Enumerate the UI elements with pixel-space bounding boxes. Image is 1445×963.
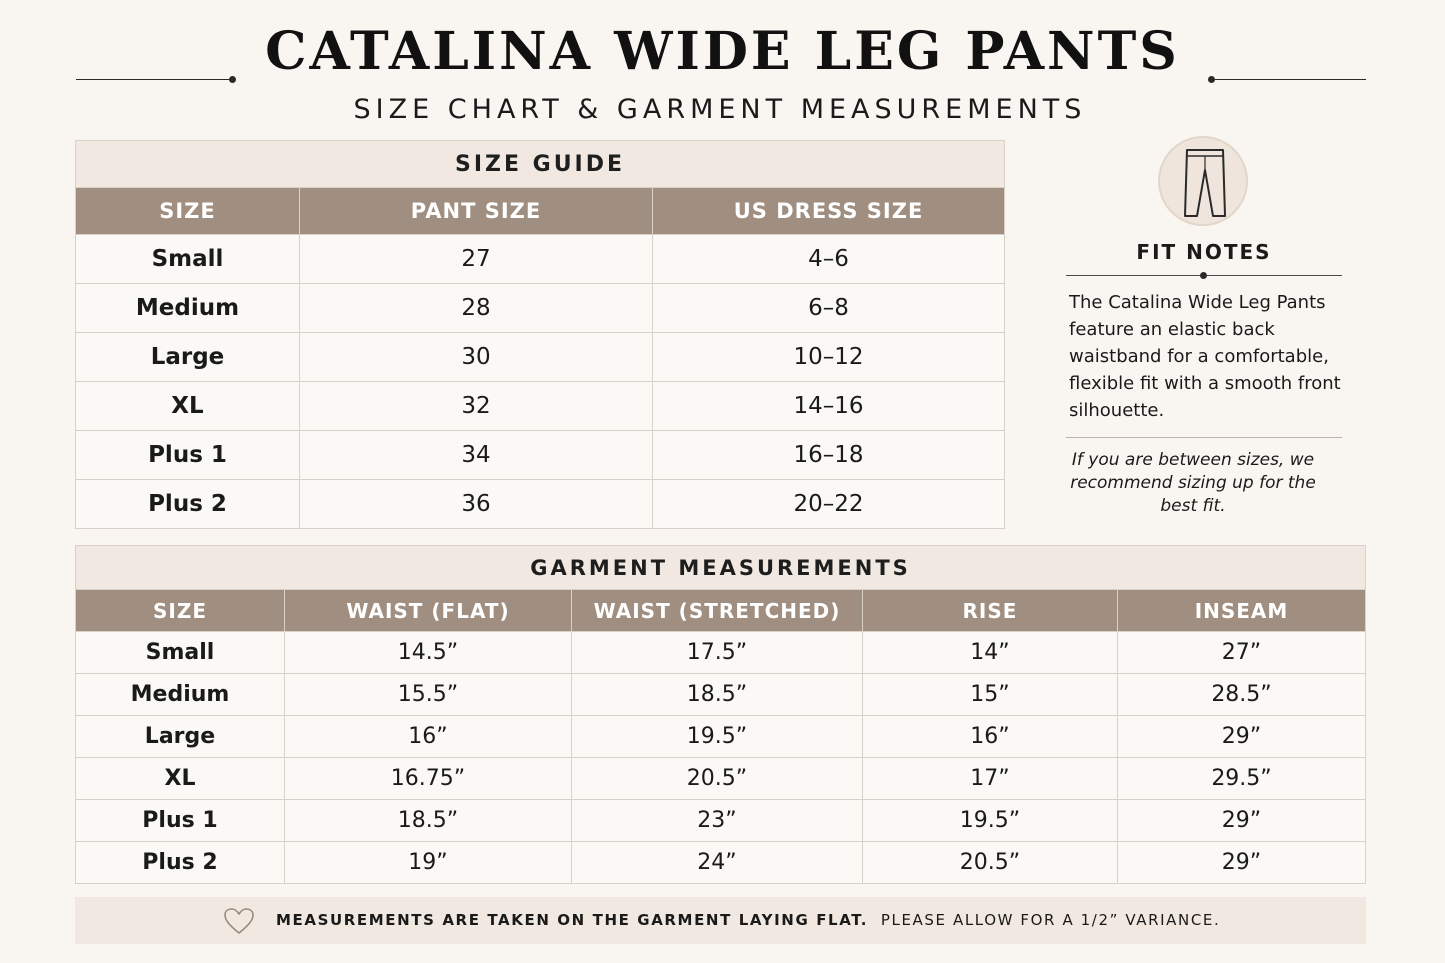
- us-dress-size-cell: 14–16: [653, 382, 1005, 431]
- garment-header-rise: RISE: [863, 590, 1118, 632]
- rise-cell: 17”: [863, 758, 1118, 800]
- size-cell: Plus 1: [76, 431, 300, 480]
- waist-stretched-cell: 24”: [572, 842, 863, 884]
- fit-notes-tip: If you are between sizes, we recommend sizing up for the best fit.: [1070, 450, 1316, 516]
- inseam-cell: 27”: [1118, 632, 1366, 674]
- waist-stretched-cell: 18.5”: [572, 674, 863, 716]
- inseam-cell: 29”: [1118, 800, 1366, 842]
- title-dot-right: [1208, 76, 1215, 83]
- inseam-cell: 29”: [1118, 842, 1366, 884]
- size-guide-header-us-dress-size: US DRESS SIZE: [653, 188, 1005, 235]
- size-cell: Plus 1: [76, 800, 285, 842]
- size-cell: Medium: [76, 674, 285, 716]
- table-row: [76, 716, 1366, 758]
- garment-measurements-table: [75, 545, 1366, 884]
- waist-flat-cell: 18.5”: [285, 800, 572, 842]
- table-row: [76, 235, 1005, 284]
- garment-header-waist-stretched: WAIST (STRETCHED): [572, 590, 863, 632]
- title-rule-right: [1212, 79, 1366, 80]
- table-row: [76, 800, 1366, 842]
- size-cell: XL: [76, 758, 285, 800]
- table-row: [76, 842, 1366, 884]
- rise-cell: 16”: [863, 716, 1118, 758]
- inseam-cell: 29.5”: [1118, 758, 1366, 800]
- us-dress-size-cell: 6–8: [653, 284, 1005, 333]
- fit-notes-rule-dot: [1200, 272, 1207, 279]
- waist-flat-cell: 16.75”: [285, 758, 572, 800]
- size-guide-table: [75, 140, 1005, 529]
- footer-variance-note: PLEASE ALLOW FOR A 1/2” VARIANCE.: [880, 911, 1221, 929]
- footer-note: [75, 897, 1366, 944]
- size-guide-header-pant-size: PANT SIZE: [300, 188, 653, 235]
- table-row: [76, 382, 1005, 431]
- size-cell: Large: [76, 333, 300, 382]
- fit-notes-divider: [1066, 437, 1342, 438]
- garment-measurements-caption: GARMENT MEASUREMENTS: [76, 546, 1366, 590]
- waist-flat-cell: 15.5”: [285, 674, 572, 716]
- us-dress-size-cell: 16–18: [653, 431, 1005, 480]
- size-cell: Small: [76, 632, 285, 674]
- inseam-cell: 29”: [1118, 716, 1366, 758]
- us-dress-size-cell: 20–22: [653, 480, 1005, 529]
- table-row: [76, 674, 1366, 716]
- size-cell: Small: [76, 235, 300, 284]
- rise-cell: 19.5”: [863, 800, 1118, 842]
- footer-measurement-note: MEASUREMENTS ARE TAKEN ON THE GARMENT LAYING FLAT.: [276, 911, 869, 929]
- title-dot-left: [229, 76, 236, 83]
- table-row: [76, 333, 1005, 382]
- table-row: [76, 431, 1005, 480]
- waist-flat-cell: 16”: [285, 716, 572, 758]
- table-row: [76, 632, 1366, 674]
- waist-flat-cell: 14.5”: [285, 632, 572, 674]
- table-row: [76, 480, 1005, 529]
- garment-header-inseam: INSEAM: [1118, 590, 1366, 632]
- size-guide-caption: SIZE GUIDE: [76, 141, 1005, 188]
- waist-stretched-cell: 20.5”: [572, 758, 863, 800]
- garment-header-waist-flat: WAIST (FLAT): [285, 590, 572, 632]
- size-cell: Large: [76, 716, 285, 758]
- pant-size-cell: 30: [300, 333, 653, 382]
- waist-flat-cell: 19”: [285, 842, 572, 884]
- page-title: CATALINA WIDE LEG PANTS: [265, 21, 1180, 82]
- pants-icon: [1158, 136, 1248, 226]
- waist-stretched-cell: 23”: [572, 800, 863, 842]
- waist-stretched-cell: 19.5”: [572, 716, 863, 758]
- page-subtitle: SIZE CHART & GARMENT MEASUREMENTS: [353, 94, 1087, 125]
- garment-header-size: SIZE: [76, 590, 285, 632]
- fit-notes-title: FIT NOTES: [1136, 240, 1272, 264]
- pant-size-cell: 34: [300, 431, 653, 480]
- size-cell: XL: [76, 382, 300, 431]
- pant-size-cell: 36: [300, 480, 653, 529]
- pant-size-cell: 28: [300, 284, 653, 333]
- rise-cell: 15”: [863, 674, 1118, 716]
- fit-notes-text: The Catalina Wide Leg Pants feature an elastic back waistband for a comfortable, flexible fit with a smooth front silhouette.: [1069, 292, 1341, 421]
- rise-cell: 14”: [863, 632, 1118, 674]
- table-row: [76, 284, 1005, 333]
- table-row: [76, 758, 1366, 800]
- pant-size-cell: 27: [300, 235, 653, 284]
- footer-text: [276, 897, 1220, 944]
- rise-cell: 20.5”: [863, 842, 1118, 884]
- us-dress-size-cell: 4–6: [653, 235, 1005, 284]
- waist-stretched-cell: 17.5”: [572, 632, 863, 674]
- title-rule-left: [76, 79, 232, 80]
- size-cell: Plus 2: [76, 842, 285, 884]
- size-cell: Medium: [76, 284, 300, 333]
- pant-size-cell: 32: [300, 382, 653, 431]
- size-guide-header-size: SIZE: [76, 188, 300, 235]
- size-cell: Plus 2: [76, 480, 300, 529]
- us-dress-size-cell: 10–12: [653, 333, 1005, 382]
- inseam-cell: 28.5”: [1118, 674, 1366, 716]
- heart-icon: [223, 907, 255, 939]
